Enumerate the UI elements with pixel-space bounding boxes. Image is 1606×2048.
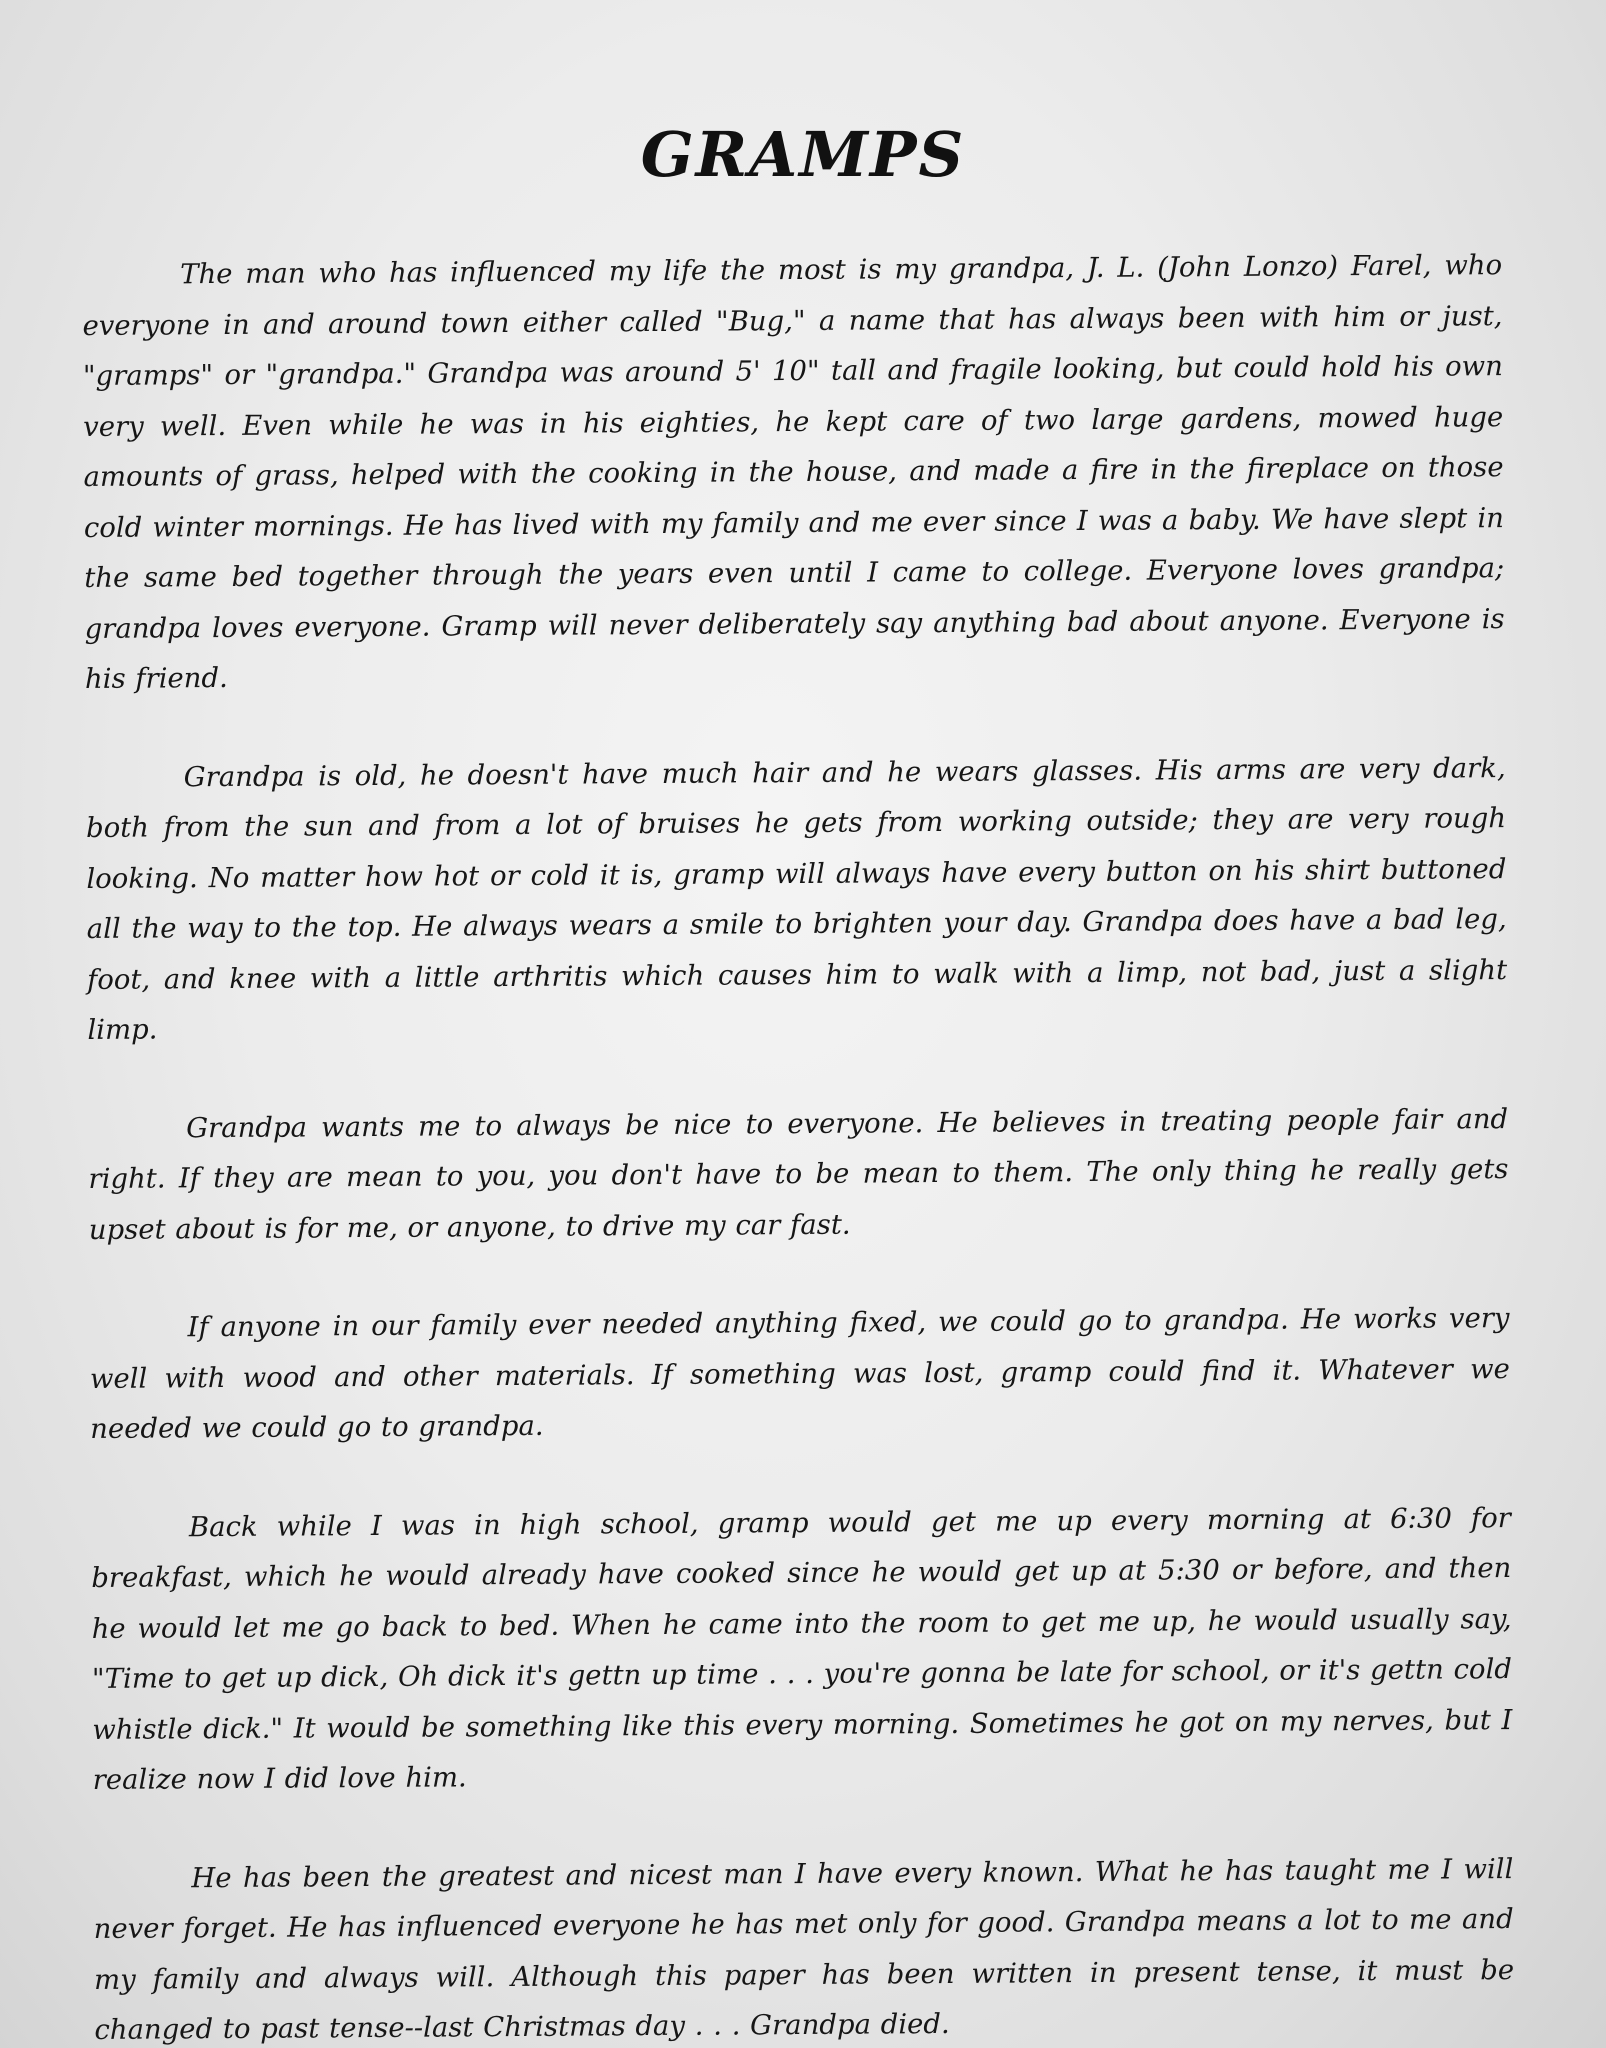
paragraph-1: The man who has influenced my life the most is my grandpa, J. L. (John Lonzo) Farel, who everyone in and around town either called "Bug," a name that has always been with him or just, "gramps" or "grandpa." Grandpa was around 5' 10" tall and fragile looking, but could hold his own very well. Even while he was in his eighties, he kept care of two large gardens, mowed huge amounts of grass, helped with the cooking in the house, and made a fire in the fireplace on those cold winter mornings. He has lived with my family and me ever since I was a baby. We have slept in the same bed together through the years even until I came to college. Everyone loves grandpa; grandpa loves everyone. Gramp will never deliberately say anything bad about anyone. Everyone is his friend. <box>82 249 1505 695</box>
paragraph-4: If anyone in our family ever needed anything fixed, we could go to grandpa. He works very well with wood and other materials. If something was lost, gramp could find it. Whatever we needed we could go to grandpa. <box>89 1302 1510 1445</box>
paragraph-3: Grandpa wants me to always be nice to everyone. He believes in treating people fair and right. If they are mean to you, you don't have to be mean to them. The only thing he really gets upset about is for me, or anyone, to drive my car fast. <box>88 1102 1509 1246</box>
paragraph-5: Back while I was in high school, gramp would get me up every morning at 6:30 for breakfast, which he would already have cooked since he would get up at 5:30 or before, and then he would let me go back to bed. When he came into the room to get me up, he would usually say, "Time to get up dick, Oh dick it's gettn up time . . . you're gonna be late for school, or it's gettn cold whistle dick." It would be something like this every morning. Sometimes he got on my nerves, but I realize now I did love him. <box>91 1501 1513 1796</box>
paragraph-2: Grandpa is old, he doesn't have much hair and he wears glasses. His arms are very dark, both from the sun and from a lot of bruises he gets from working outside; they are very rough looking. No matter how hot or cold it is, gramp will always have every button on his shirt buttoned all the way to the top. He always wears a smile to brighten your day. Grandpa does have a bad leg, foot, and knee with a little arthritis which causes him to walk with a limp, not bad, just a slight limp. <box>85 751 1508 1046</box>
essay-body <box>82 240 1515 2048</box>
page-title: GRAMPS <box>640 118 966 191</box>
paragraph-6: He has been the greatest and nicest man I have every known. What he has taught me I will never forget. He has influenced everyone he has met only for good. Grandpa means a lot to me and my family and always will. Although this paper has been written in present tense, it must be changed to past tense--last Christmas day . . . Grandpa died. <box>93 1852 1515 2046</box>
